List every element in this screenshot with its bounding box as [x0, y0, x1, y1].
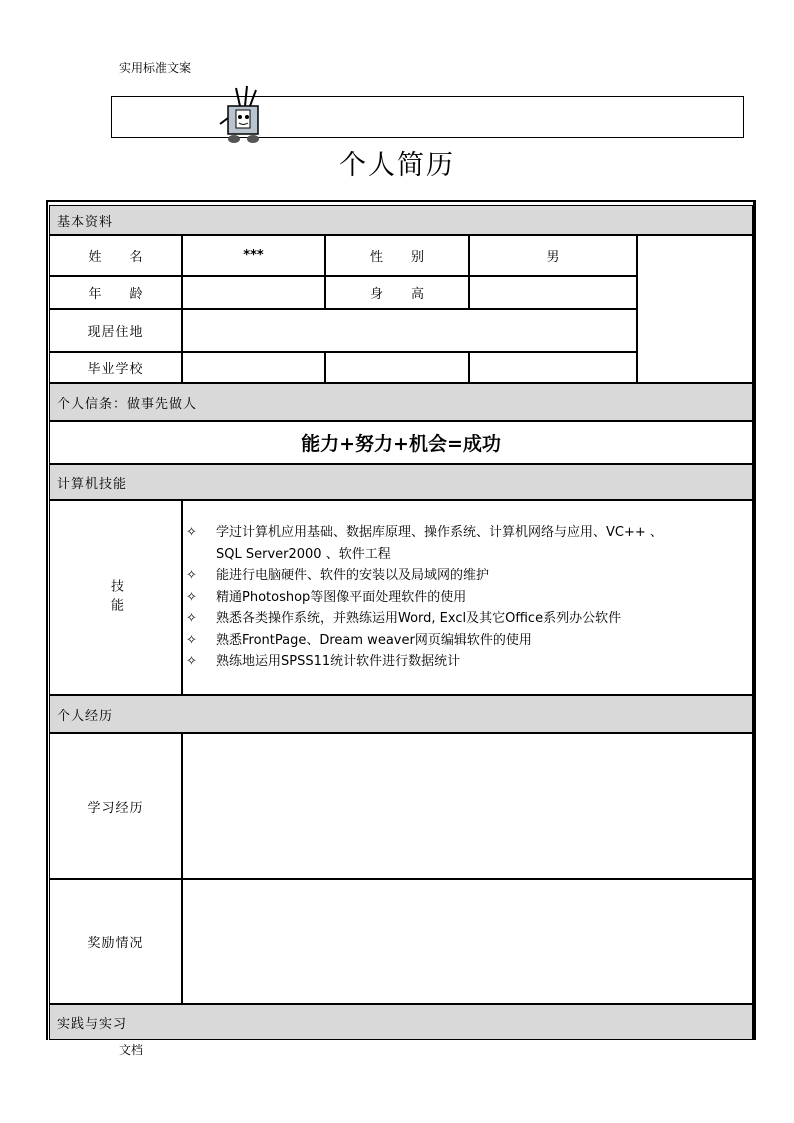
bullet-icon: ✧ [186, 589, 197, 605]
study-history-label: 学习经历 [49, 733, 182, 879]
school-value-3 [469, 352, 637, 383]
list-item: ✧ 能进行电脑硬件、软件的安装以及局域网的维护 [186, 565, 663, 587]
gender-label: 性别 [325, 235, 469, 276]
awards-label: 奖励情况 [49, 879, 182, 1004]
bullet-icon: ✧ [186, 568, 197, 583]
skills-list [186, 522, 663, 673]
name-label: 姓名 [49, 235, 182, 276]
bullet-icon: ✧ [186, 632, 197, 648]
bullet-icon: ✧ [186, 525, 197, 540]
section-personal-experience: 个人经历 [49, 695, 753, 733]
page-header: 实用标准文案 [119, 61, 192, 75]
awards-value [182, 879, 753, 1004]
list-item: ✧ 学过计算机应用基础、数据库原理、操作系统、计算机网络与应用、VC++ 、 [186, 522, 663, 544]
list-item: ✧ 熟悉FrontPage、Dream weaver网页编辑软件的使用 [186, 630, 663, 652]
study-history-value [182, 733, 753, 879]
address-value [182, 309, 637, 352]
list-item: ✧ 精通Photoshop等图像平面处理软件的使用 [186, 587, 663, 609]
bullet-icon: ✧ [186, 611, 197, 626]
school-label: 毕业学校 [49, 352, 182, 383]
age-label: 年龄 [49, 276, 182, 309]
gender-value: 男 [469, 235, 637, 276]
bullet-icon: ✧ [186, 654, 197, 669]
list-item: ✧ 熟悉各类操作系统，并熟练运用Word, Excl及其它Office系列办公软件 [186, 608, 663, 630]
list-item: ✧ 熟练地运用SPSS11统计软件进行数据统计 [186, 651, 663, 673]
header-box [111, 96, 744, 138]
page-title: 个人简历 [339, 150, 455, 181]
page-footer: 文档 [119, 1043, 144, 1057]
address-label: 现居住地 [49, 309, 182, 352]
age-value [182, 276, 325, 309]
school-value-2 [325, 352, 469, 383]
height-value [469, 276, 637, 309]
school-value-1 [182, 352, 325, 383]
photo-cell [637, 235, 753, 383]
name-value: *** [182, 235, 325, 276]
pen-holder-clipart-icon [214, 84, 266, 146]
section-basic-info: 基本资料 [49, 205, 753, 235]
skills-label: 技能 [108, 578, 123, 617]
slogan: 能力+努力+机会=成功 [49, 421, 753, 464]
height-label: 身高 [325, 276, 469, 309]
section-computer-skills: 计算机技能 [49, 464, 753, 500]
list-item: SQL Server2000 、软件工程 [216, 546, 391, 562]
section-practice-internship: 实践与实习 [49, 1004, 753, 1040]
section-motto: 个人信条：做事先做人 [49, 383, 753, 421]
skills-label-cell [49, 500, 182, 695]
